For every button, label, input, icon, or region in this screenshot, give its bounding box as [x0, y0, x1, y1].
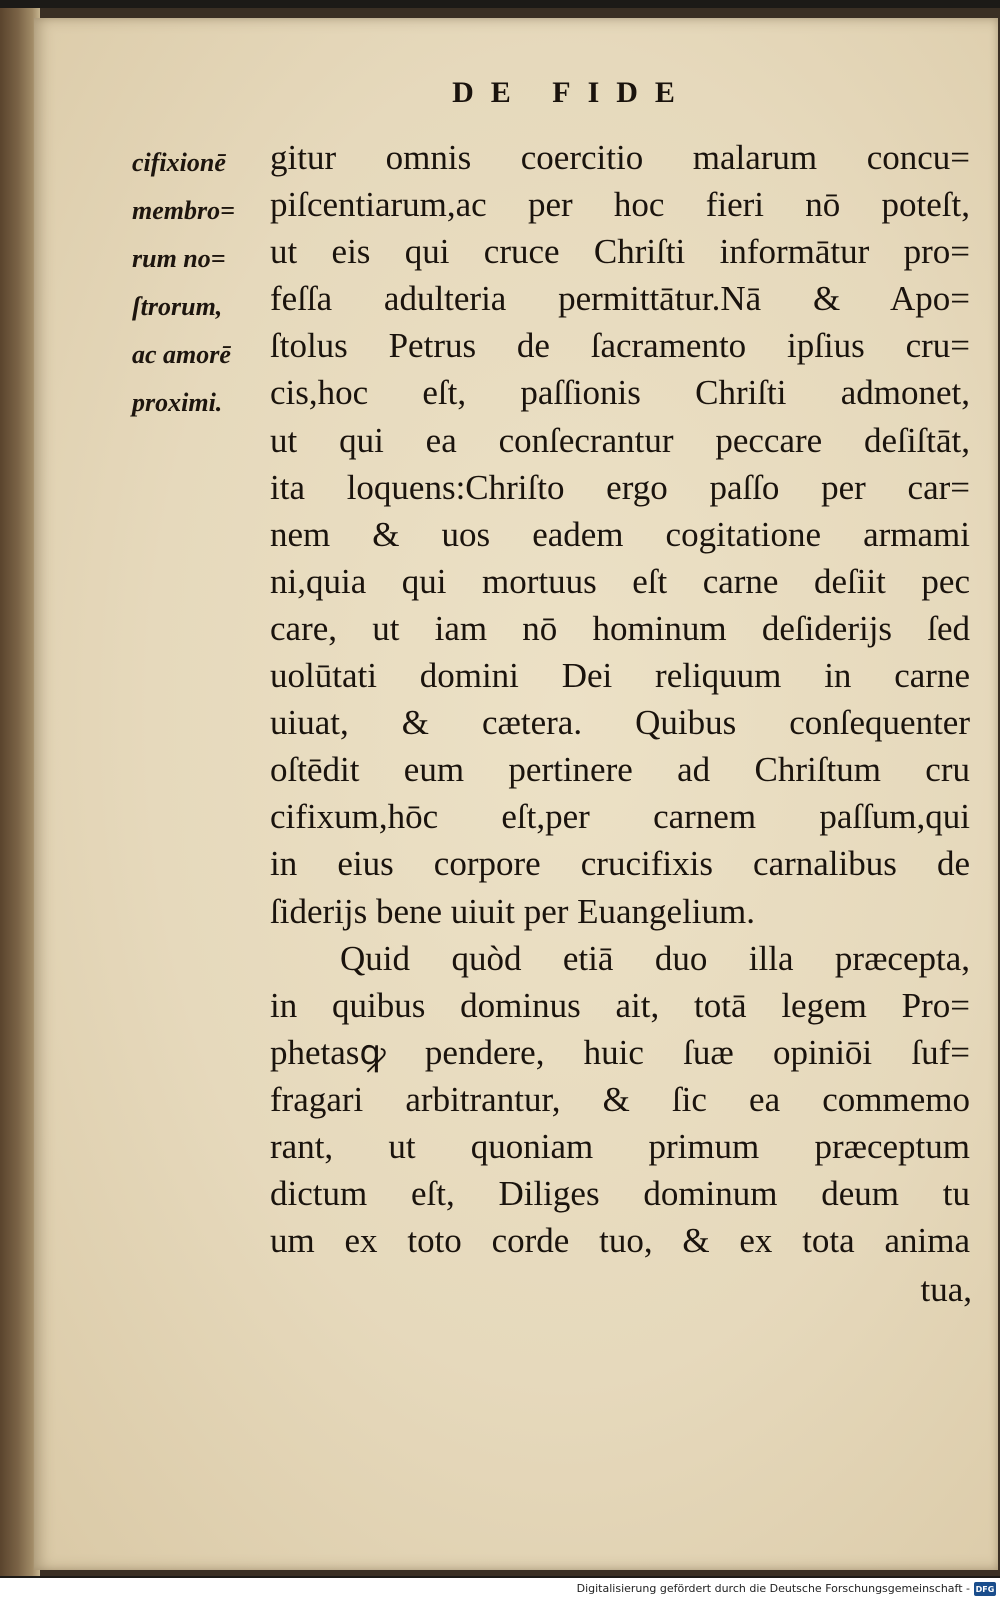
text-line: gitur omnis coercitio malarum concu= [270, 138, 970, 177]
text-line: ni,quia qui mortuus eſt carne deſiit pec [270, 561, 970, 601]
text-line: dictum eſt, Diliges dominum deum tu [270, 1174, 970, 1214]
funding-credit: Digitalisierung gefördert durch die Deutsche Forschungsgemeinschaft - [576, 1582, 970, 1595]
marginal-note-line: membro= [132, 196, 235, 225]
text-line: piſcentiarum,ac per hoc fieri nō poteſt, [270, 185, 970, 225]
catchword: tua, [920, 1270, 972, 1309]
text-line: cis,hoc eſt, paſſionis Chriſti admonet, [270, 373, 970, 413]
text-line: ſtolus Petrus de ſacramento ipſius cru= [270, 326, 970, 366]
text-line: phetasꝙ pendere, huic ſuæ opiniōi ſuf= [270, 1032, 970, 1072]
text-line: ſiderijs bene uiuit per Euangelium. [270, 891, 756, 931]
text-line: ut eis qui cruce Chriſti informātur pro= [270, 232, 970, 272]
text-line: rant, ut quoniam primum præceptum [270, 1126, 970, 1166]
dfg-logo-icon: DFG [974, 1582, 996, 1596]
text-line: nem & uos eadem cogitatione armami [270, 514, 970, 554]
text-line: ut qui ea conſecrantur peccare deſiſtāt, [270, 420, 970, 460]
marginal-note-line: cifixionē [132, 148, 226, 177]
text-line: fragari arbitrantur, & ſic ea commemo [270, 1079, 970, 1119]
marginal-note-line: ac amorē [132, 340, 231, 369]
text-line: in quibus dominus ait, totā legem Pro= [270, 985, 970, 1025]
book-page [34, 18, 998, 1570]
text-line: Quid quòd etiā duo illa præcepta, [340, 938, 970, 978]
text-line: oſtēdit eum pertinere ad Chriſtum cru [270, 750, 970, 790]
text-line: ita loquens:Chriſto ergo paſſo per car= [270, 467, 970, 507]
main-text-block [270, 134, 970, 1264]
text-line: uolūtati domini Dei reliquum in carne [270, 656, 970, 696]
text-line: cifixum,hōc eſt,per carnem paſſum,qui [270, 797, 970, 837]
footer-bar [0, 1578, 1000, 1601]
marginal-note-line: ſtrorum, [132, 292, 223, 321]
running-head: DE FIDE [452, 76, 692, 109]
text-line: um ex toto corde tuo, & ex tota anima [270, 1221, 970, 1261]
text-line: feſſa adulteria permittātur.Nā & Apo= [270, 279, 970, 319]
text-line: in eius corpore crucifixis carnalibus de [270, 844, 970, 884]
text-line: uiuat, & cætera. Quibus conſequenter [270, 703, 970, 743]
text-line: care, ut iam nō hominum deſiderijs ſed [270, 608, 970, 648]
marginal-note-line: proximi. [132, 388, 223, 417]
marginal-note-line: rum no= [132, 244, 226, 273]
